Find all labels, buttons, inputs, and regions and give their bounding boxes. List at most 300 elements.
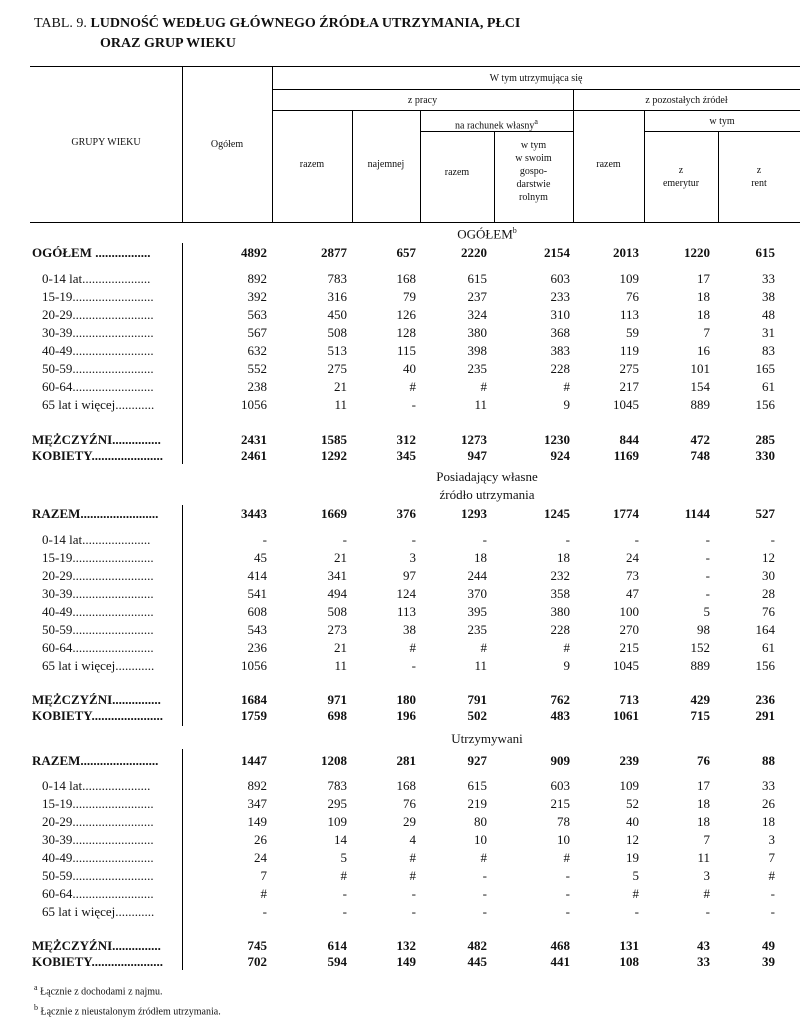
- table-cell: -: [342, 904, 347, 919]
- table-title-line1: LUDNOŚĆ WEDŁUG GŁÓWNEGO ŹRÓDŁA UTRZYMANIA, PŁCI: [90, 16, 521, 31]
- row-label: 50-59.........................: [42, 868, 154, 883]
- table-cell: 109: [619, 271, 639, 286]
- table-cell: 892: [247, 778, 267, 793]
- table-cell: 927: [467, 753, 487, 768]
- table-cell: #: [409, 379, 416, 394]
- table-cell: -: [770, 904, 775, 919]
- table-row: [0, 885, 800, 903]
- table-cell: 168: [396, 271, 416, 286]
- table-cell: 889: [690, 658, 710, 673]
- table-cell: 1169: [613, 448, 639, 463]
- table-cell: -: [411, 904, 416, 919]
- table-cell: 552: [247, 361, 267, 376]
- header-z-pozostalych: z pozostałych źródeł: [645, 95, 728, 106]
- row-label: RAZEM........................: [32, 753, 159, 768]
- table-cell: #: [260, 886, 267, 901]
- table-cell: 18: [697, 307, 710, 322]
- table-cell: 281: [396, 753, 416, 768]
- table-cell: 608: [247, 604, 267, 619]
- table-cell: 7: [768, 850, 775, 865]
- table-cell: -: [634, 532, 639, 547]
- table-cell: #: [480, 850, 487, 865]
- table-cell: 783: [327, 778, 347, 793]
- table-cell: -: [565, 868, 570, 883]
- table-cell: -: [411, 532, 416, 547]
- table-title: [34, 14, 521, 51]
- table-cell: 79: [403, 289, 416, 304]
- table-cell: 113: [619, 307, 639, 322]
- table-cell: 892: [247, 271, 267, 286]
- table-title-line2: ORAZ GRUP WIEKU: [100, 36, 236, 51]
- table-cell: 414: [247, 568, 267, 583]
- table-cell: 614: [327, 938, 347, 953]
- table-cell: -: [770, 886, 775, 901]
- table-cell: 603: [550, 271, 570, 286]
- table-cell: 1585: [321, 432, 347, 447]
- table-cell: 657: [396, 245, 416, 260]
- table-cell: 18: [697, 814, 710, 829]
- table-cell: 1045: [613, 397, 639, 412]
- table-cell: 563: [247, 307, 267, 322]
- row-label: 20-29.........................: [42, 307, 154, 322]
- table-cell: #: [703, 886, 710, 901]
- table-cell: 5: [340, 850, 347, 865]
- table-cell: 924: [550, 448, 570, 463]
- table-cell: 1245: [544, 506, 570, 521]
- table-cell: 88: [762, 753, 775, 768]
- table-cell: 215: [619, 640, 639, 655]
- row-label: 50-59.........................: [42, 622, 154, 637]
- row-label: 50-59.........................: [42, 361, 154, 376]
- table-cell: 909: [550, 753, 570, 768]
- row-label: RAZEM........................: [32, 506, 159, 521]
- table-cell: -: [482, 904, 487, 919]
- table-row: [0, 603, 800, 621]
- header-razem-2: razem: [444, 167, 470, 178]
- table-cell: -: [634, 904, 639, 919]
- table-cell: 310: [550, 307, 570, 322]
- table-cell: 345: [396, 448, 416, 463]
- table-cell: 275: [619, 361, 639, 376]
- table-cell: 1230: [544, 432, 570, 447]
- table-cell: 380: [550, 604, 570, 619]
- table-cell: 40: [626, 814, 639, 829]
- table-cell: 472: [690, 432, 710, 447]
- row-label: 40-49.........................: [42, 604, 154, 619]
- table-cell: 713: [619, 692, 639, 707]
- table-cell: 494: [327, 586, 347, 601]
- table-cell: 1220: [684, 245, 710, 260]
- table-cell: 113: [396, 604, 416, 619]
- table-cell: 31: [762, 325, 775, 340]
- table-cell: 295: [327, 796, 347, 811]
- table-cell: 238: [247, 379, 267, 394]
- table-cell: 3: [409, 550, 416, 565]
- table-cell: 26: [254, 832, 267, 847]
- table-cell: 76: [403, 796, 416, 811]
- header-rule-4b: [644, 131, 800, 132]
- table-cell: 398: [467, 343, 487, 358]
- table-cell: 4: [409, 832, 416, 847]
- table-cell: 513: [327, 343, 347, 358]
- table-cell: 19: [626, 850, 639, 865]
- table-cell: -: [482, 868, 487, 883]
- table-cell: 131: [619, 938, 639, 953]
- table-cell: 219: [467, 796, 487, 811]
- table-cell: 889: [690, 397, 710, 412]
- table-cell: 109: [327, 814, 347, 829]
- table-cell: 17: [697, 271, 710, 286]
- table-cell: #: [340, 868, 347, 883]
- table-cell: 1056: [241, 397, 267, 412]
- section-title-ogolem: OGÓŁEM$^b$: [457, 226, 517, 242]
- table-cell: 21: [334, 379, 347, 394]
- table-cell: 11: [697, 850, 710, 865]
- table-cell: 49: [762, 938, 775, 953]
- table-cell: 1208: [321, 753, 347, 768]
- table-cell: -: [565, 532, 570, 547]
- table-row: [0, 867, 800, 885]
- row-label: KOBIETY......................: [32, 954, 163, 969]
- table-cell: 11: [334, 397, 347, 412]
- table-row: [0, 621, 800, 639]
- table-cell: 11: [474, 658, 487, 673]
- table-cell: 1684: [241, 692, 267, 707]
- table-row: [0, 707, 800, 725]
- table-cell: 1061: [613, 708, 639, 723]
- table-cell: 98: [697, 622, 710, 637]
- table-cell: 52: [626, 796, 639, 811]
- table-cell: 291: [755, 708, 775, 723]
- table-cell: 228: [550, 361, 570, 376]
- table-cell: 217: [619, 379, 639, 394]
- table-cell: 3: [768, 832, 775, 847]
- table-cell: 244: [467, 568, 487, 583]
- table-cell: 235: [467, 622, 487, 637]
- table-cell: 615: [467, 271, 487, 286]
- table-row: [0, 567, 800, 585]
- table-cell: 468: [550, 938, 570, 953]
- table-cell: 527: [755, 506, 775, 521]
- table-cell: 18: [557, 550, 570, 565]
- table-cell: 316: [327, 289, 347, 304]
- table-cell: 40: [403, 361, 416, 376]
- table-cell: 149: [247, 814, 267, 829]
- table-cell: 26: [762, 796, 775, 811]
- table-cell: 508: [327, 325, 347, 340]
- footnote-b: $^b$ Łącznie z nieustalonym źródłem utrzymania.: [34, 1003, 221, 1018]
- table-cell: 124: [396, 586, 416, 601]
- table-cell: -: [565, 904, 570, 919]
- table-cell: 445: [467, 954, 487, 969]
- table-cell: 3443: [241, 506, 267, 521]
- table-cell: -: [705, 550, 710, 565]
- table-cell: 235: [467, 361, 487, 376]
- table-cell: 11: [474, 397, 487, 412]
- table-cell: 1759: [241, 708, 267, 723]
- table-row: [0, 360, 800, 378]
- table-cell: 152: [690, 640, 710, 655]
- row-label: 0-14 lat.....................: [42, 271, 151, 286]
- table-cell: 392: [247, 289, 267, 304]
- row-label: 0-14 lat.....................: [42, 532, 151, 547]
- row-label: 40-49.........................: [42, 850, 154, 865]
- section-title-utrzymywani: Utrzymywani: [451, 731, 523, 746]
- row-label: 15-19.........................: [42, 550, 154, 565]
- table-cell: 5: [703, 604, 710, 619]
- table-cell: 11: [334, 658, 347, 673]
- table-cell: 947: [467, 448, 487, 463]
- table-cell: #: [563, 379, 570, 394]
- header-najemnej: najemnej: [367, 159, 405, 170]
- table-cell: 233: [550, 289, 570, 304]
- table-cell: 2461: [241, 448, 267, 463]
- table-cell: 239: [619, 753, 639, 768]
- row-label: KOBIETY......................: [32, 708, 163, 723]
- table-cell: 312: [396, 432, 416, 447]
- table-cell: 1669: [321, 506, 347, 521]
- table-cell: 28: [762, 586, 775, 601]
- table-cell: -: [411, 397, 416, 412]
- table-cell: 59: [626, 325, 639, 340]
- table-cell: -: [262, 904, 267, 919]
- table-cell: 18: [697, 289, 710, 304]
- header-vrule: [573, 89, 574, 222]
- table-cell: 29: [403, 814, 416, 829]
- table-row: [0, 324, 800, 342]
- table-cell: 83: [762, 343, 775, 358]
- row-label: 30-39.........................: [42, 325, 154, 340]
- row-label: MĘŻCZYŹNI...............: [32, 938, 161, 953]
- header-razem: razem: [299, 159, 325, 170]
- table-cell: 347: [247, 796, 267, 811]
- table-cell: 61: [762, 379, 775, 394]
- header-vrule: [272, 66, 273, 222]
- header-z-pracy: z pracy: [407, 95, 438, 106]
- table-cell: -: [565, 886, 570, 901]
- table-cell: 126: [396, 307, 416, 322]
- header-na-rachunek: na rachunek własny$^a$: [455, 117, 538, 132]
- row-label: 0-14 lat.....................: [42, 778, 151, 793]
- table-cell: -: [342, 886, 347, 901]
- table-cell: 30: [762, 568, 775, 583]
- table-cell: 10: [474, 832, 487, 847]
- table-cell: 237: [467, 289, 487, 304]
- table-cell: 1293: [461, 506, 487, 521]
- table-row: [0, 777, 800, 795]
- table-cell: 715: [690, 708, 710, 723]
- table-cell: 783: [327, 271, 347, 286]
- table-cell: 18: [474, 550, 487, 565]
- header-w-tym-2: w tym: [709, 116, 735, 127]
- table-row: [0, 831, 800, 849]
- table-cell: 164: [755, 622, 775, 637]
- table-cell: 115: [396, 343, 416, 358]
- table-cell: 47: [626, 586, 639, 601]
- table-cell: 330: [755, 448, 775, 463]
- table-cell: 1144: [684, 506, 710, 521]
- table-row: [0, 306, 800, 324]
- row-label: 65 lat i więcej............: [42, 904, 155, 919]
- table-cell: -: [705, 586, 710, 601]
- footnote-a: $^a$ Łącznie z dochodami z najmu.: [34, 983, 163, 998]
- table-row: [0, 396, 800, 414]
- table-cell: -: [482, 532, 487, 547]
- table-cell: 615: [755, 245, 775, 260]
- table-cell: 370: [467, 586, 487, 601]
- table-row: [0, 752, 800, 770]
- table-cell: 395: [467, 604, 487, 619]
- table-cell: 383: [550, 343, 570, 358]
- table-cell: 324: [467, 307, 487, 322]
- row-label: 60-64.........................: [42, 379, 154, 394]
- table-cell: -: [705, 532, 710, 547]
- table-cell: 2154: [544, 245, 570, 260]
- table-cell: 24: [254, 850, 267, 865]
- table-cell: 358: [550, 586, 570, 601]
- table-cell: 341: [327, 568, 347, 583]
- table-row: [0, 953, 800, 971]
- header-grupy-wieku: GRUPY WIEKU: [71, 137, 141, 148]
- table-cell: 748: [690, 448, 710, 463]
- table-cell: 97: [403, 568, 416, 583]
- table-cell: 380: [467, 325, 487, 340]
- table-cell: 2013: [613, 245, 639, 260]
- header-bottom-rule: [30, 222, 800, 223]
- table-row: [0, 342, 800, 360]
- table-cell: 285: [755, 432, 775, 447]
- table-cell: 2431: [241, 432, 267, 447]
- table-cell: 603: [550, 778, 570, 793]
- header-top-rule: [30, 66, 800, 67]
- row-label: 60-64.........................: [42, 886, 154, 901]
- table-cell: 632: [247, 343, 267, 358]
- table-cell: 38: [762, 289, 775, 304]
- table-cell: 109: [619, 778, 639, 793]
- table-row: [0, 903, 800, 921]
- table-cell: 368: [550, 325, 570, 340]
- table-cell: 33: [762, 778, 775, 793]
- table-cell: -: [342, 532, 347, 547]
- table-cell: 76: [762, 604, 775, 619]
- table-cell: 156: [755, 397, 775, 412]
- table-cell: 43: [697, 938, 710, 953]
- row-label: 30-39.........................: [42, 832, 154, 847]
- table-cell: -: [482, 886, 487, 901]
- table-cell: 16: [697, 343, 710, 358]
- table-cell: 39: [762, 954, 775, 969]
- table-row: [0, 531, 800, 549]
- row-label: 15-19.........................: [42, 289, 154, 304]
- table-row: [0, 657, 800, 675]
- table-cell: 1292: [321, 448, 347, 463]
- table-cell: #: [409, 868, 416, 883]
- table-cell: 502: [467, 708, 487, 723]
- table-cell: 1045: [613, 658, 639, 673]
- section-title-posiadajacy: Posiadający własne: [436, 469, 538, 484]
- header-w-tym-gosp: w tym w swoim gospo- darstwie rolnym: [515, 140, 552, 203]
- table-cell: 844: [619, 432, 639, 447]
- section-title-posiadajacy-2: źródło utrzymania: [439, 487, 535, 502]
- table-cell: -: [262, 532, 267, 547]
- table-row: [0, 447, 800, 465]
- table-row: [0, 270, 800, 288]
- table-cell: -: [770, 532, 775, 547]
- row-label: 20-29.........................: [42, 568, 154, 583]
- row-label: 20-29.........................: [42, 814, 154, 829]
- table-cell: 270: [619, 622, 639, 637]
- table-cell: #: [632, 886, 639, 901]
- table-cell: 541: [247, 586, 267, 601]
- table-cell: 215: [550, 796, 570, 811]
- table-cell: 2877: [321, 245, 347, 260]
- table-cell: 108: [619, 954, 639, 969]
- header-w-tym: W tym utrzymująca się: [489, 73, 583, 84]
- table-cell: 18: [697, 796, 710, 811]
- table-row: [0, 795, 800, 813]
- header-rent: z rent: [751, 165, 767, 189]
- table-cell: 17: [697, 778, 710, 793]
- table-cell: 100: [619, 604, 639, 619]
- table-cell: #: [768, 868, 775, 883]
- table-cell: 791: [467, 692, 487, 707]
- table-cell: #: [409, 640, 416, 655]
- table-row: [0, 849, 800, 867]
- table-cell: 483: [550, 708, 570, 723]
- table-cell: 18: [762, 814, 775, 829]
- table-cell: 232: [550, 568, 570, 583]
- table-cell: 376: [396, 506, 416, 521]
- table-cell: 101: [690, 361, 710, 376]
- table-cell: #: [480, 379, 487, 394]
- table-cell: 7: [703, 832, 710, 847]
- table-cell: 4892: [241, 245, 267, 260]
- table-cell: 33: [697, 954, 710, 969]
- table-cell: 12: [762, 550, 775, 565]
- row-label: MĘŻCZYŹNI...............: [32, 432, 161, 447]
- row-label: 60-64.........................: [42, 640, 154, 655]
- table-cell: #: [480, 640, 487, 655]
- table-cell: 2220: [461, 245, 487, 260]
- table-cell: 594: [327, 954, 347, 969]
- table-cell: 48: [762, 307, 775, 322]
- table-row: [0, 585, 800, 603]
- table-cell: 61: [762, 640, 775, 655]
- table-cell: 7: [260, 868, 267, 883]
- table-cell: 615: [467, 778, 487, 793]
- table-cell: 156: [755, 658, 775, 673]
- table-cell: 702: [247, 954, 267, 969]
- table-cell: 21: [334, 550, 347, 565]
- table-cell: 154: [690, 379, 710, 394]
- row-label: 65 lat i więcej............: [42, 397, 155, 412]
- table-cell: 38: [403, 622, 416, 637]
- table-cell: 10: [557, 832, 570, 847]
- table-cell: 165: [755, 361, 775, 376]
- table-cell: 149: [396, 954, 416, 969]
- table-cell: 236: [755, 692, 775, 707]
- table-cell: 9: [563, 397, 570, 412]
- table-cell: 168: [396, 778, 416, 793]
- table-cell: 180: [396, 692, 416, 707]
- table-cell: 119: [619, 343, 639, 358]
- table-number: TABL. 9.: [34, 16, 87, 31]
- table-row: [0, 244, 800, 262]
- table-cell: 236: [247, 640, 267, 655]
- table-cell: 745: [247, 938, 267, 953]
- table-cell: 76: [697, 753, 710, 768]
- table-cell: 1056: [241, 658, 267, 673]
